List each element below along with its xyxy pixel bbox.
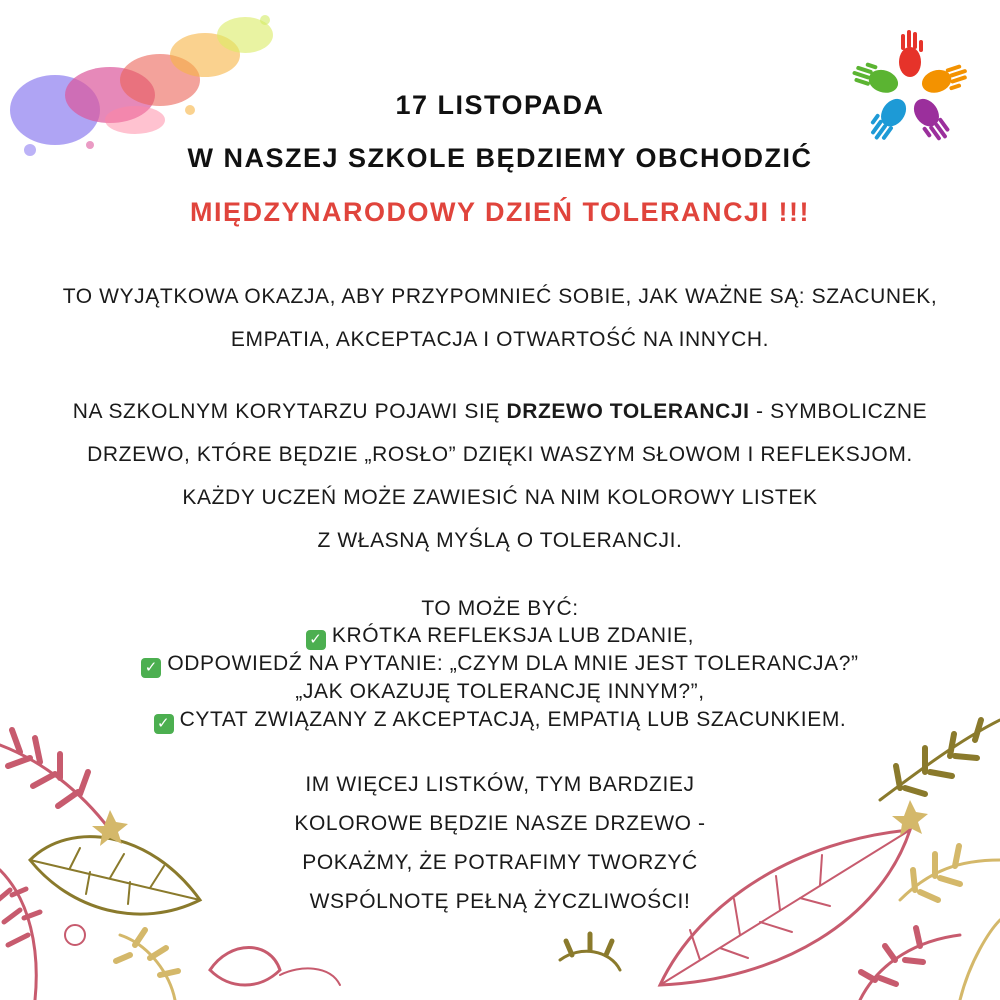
tree-line-3: KAŻDY UCZEŃ MOŻE ZAWIESIĆ NA NIM KOLOROWY LISTEK — [182, 486, 818, 509]
tree-text-before: NA SZKOLNYM KORYTARZU POJAWI SIĘ — [72, 400, 501, 423]
closing-line-3: POKAŻMY, ŻE POTRAFIMY TWORZYĆ — [302, 851, 698, 874]
check-icon: ✓ — [306, 630, 326, 650]
option-text-1: KRÓTKA REFLEKSJA LUB ZDANIE, — [331, 624, 695, 647]
tree-line-2: DRZEWO, KTÓRE BĘDZIE „ROSŁO” DZIĘKI WASZYM SŁOWOM I REFLEKSJOM. — [87, 443, 913, 466]
closing-line-4: WSPÓLNOTĘ PEŁNĄ ŻYCZLIWOŚCI! — [309, 890, 691, 913]
option-item-2 — [0, 652, 1000, 678]
tree-text-after: - SYMBOLICZNE — [756, 400, 928, 423]
heading-line: W NASZEJ SZKOLE BĘDZIEMY OBCHODZIĆ — [187, 143, 813, 173]
tree-line-4: Z WŁASNĄ MYŚLĄ O TOLERANCJI. — [317, 529, 683, 552]
option-item-3 — [0, 708, 1000, 734]
option-text-3: CYTAT ZWIĄZANY Z AKCEPTACJĄ, EMPATIĄ LUB SZACUNKIEM. — [179, 708, 847, 731]
option-text-2: ODPOWIEDŹ NA PYTANIE: „CZYM DLA MNIE JEST TOLERANCJA?” — [167, 652, 859, 675]
check-icon: ✓ — [141, 658, 161, 678]
paint-splash-image — [10, 15, 273, 156]
closing-line-1: IM WIĘCEJ LISTKÓW, TYM BARDZIEJ — [305, 773, 695, 796]
heading-event-title: MIĘDZYNARODOWY DZIEŃ TOLERANCJI !!! — [189, 197, 810, 227]
heading-date: 17 LISTOPADA — [395, 90, 605, 120]
tree-line-1 — [0, 400, 1000, 424]
option-item-2-cont: „JAK OKAZUJĘ TOLERANCJĘ INNYM?”, — [295, 680, 705, 703]
intro-line-1: TO WYJĄTKOWA OKAZJA, ABY PRZYPOMNIEĆ SOBIE, JAK WAŻNE SĄ: SZACUNEK, — [62, 285, 938, 308]
check-icon: ✓ — [154, 714, 174, 734]
colorful-hands-logo — [850, 30, 972, 146]
option-item-1 — [0, 624, 1000, 650]
intro-line-2: EMPATIA, AKCEPTACJA I OTWARTOŚĆ NA INNYCH. — [230, 328, 770, 351]
tree-name-bold: DRZEWO TOLERANCJI — [506, 400, 750, 423]
options-intro: TO MOŻE BYĆ: — [421, 597, 579, 620]
closing-line-2: KOLOROWE BĘDZIE NASZE DRZEWO - — [294, 812, 706, 835]
